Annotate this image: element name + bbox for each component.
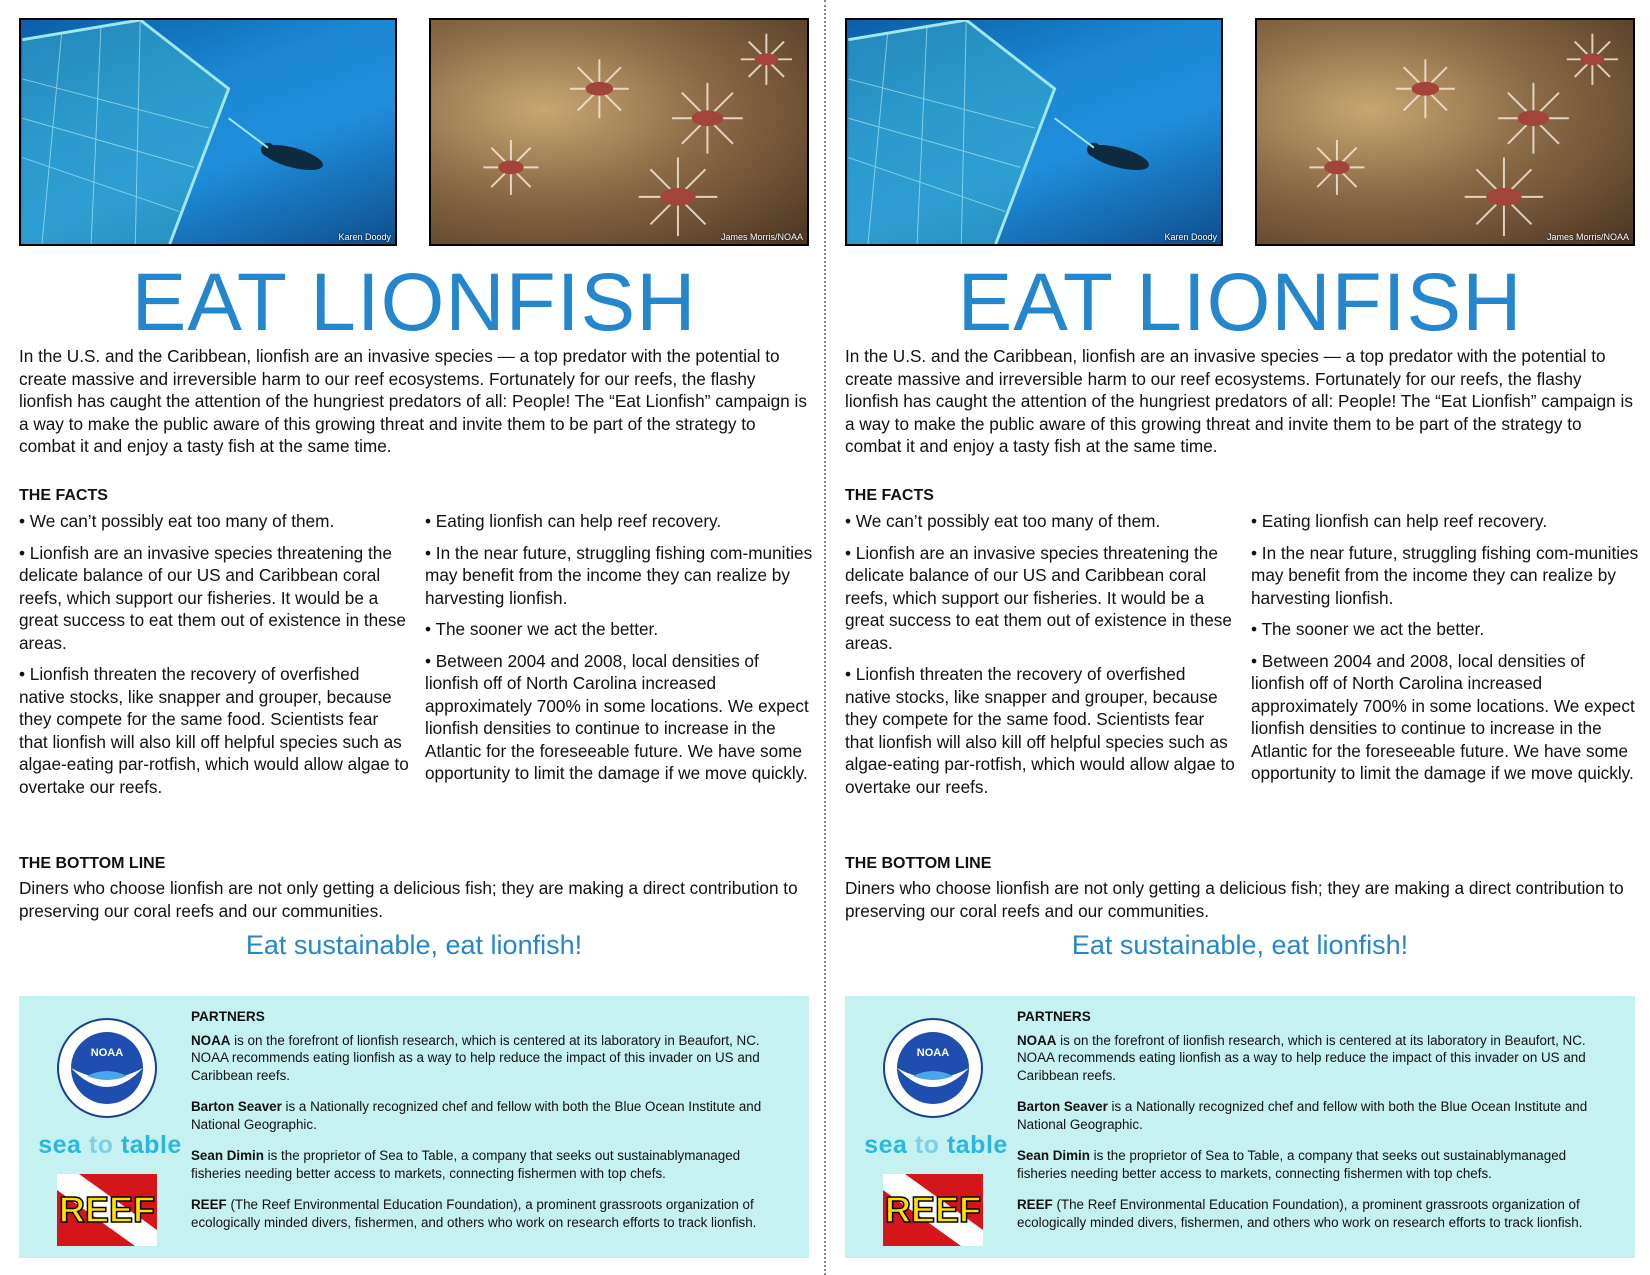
fact-item: • Lionfish are an invasive species threatening the delicate balance of our US and Caribbean coral reefs, which support our fisheries. It would be a great success to eat them out of existence in these areas. xyxy=(19,542,406,653)
fact-item: • Between 2004 and 2008, local densities of lionfish off of North Carolina increased approximately 700% in some locations. We expect lionfish densities to continue to increase in the Atlantic for the foreseeable future. We have some opportunity to limit the damage if we move quickly. xyxy=(425,650,809,783)
logo-to: to xyxy=(88,1131,114,1159)
bottom-line-text: Diners who choose lionfish are not only getting a delicious fish; they are making a direct contribution to preserving our coral reefs and our communities. xyxy=(845,878,1624,921)
diver-net-illustration xyxy=(847,20,1221,244)
partner-item-noaa: NOAA is on the forefront of lionfish research, which is centered at its laboratory in Beaufort, NC. NOAA recommends eating lionfish as a way to help reduce the impact of this invader on US and Caribbean reefs. xyxy=(191,1032,760,1083)
logo-to: to xyxy=(914,1131,940,1159)
partner-item-sean-dimin: Sean Dimin is the proprietor of Sea to Table, a company that seeks out sustainablymanaged fisheries needing better access to markets, connecting fishermen with top chefs. xyxy=(191,1148,741,1181)
facts-column-1 xyxy=(19,510,409,807)
bottom-line-heading: THE BOTTOM LINE xyxy=(19,855,166,872)
lionfish-illustration xyxy=(1257,20,1633,244)
facts-heading: THE FACTS xyxy=(19,487,108,504)
bottom-line-heading: THE BOTTOM LINE xyxy=(845,855,992,872)
facts-column-1 xyxy=(845,510,1235,807)
fact-item: • Lionfish are an invasive species threatening the delicate balance of our US and Caribbean coral reefs, which support our fisheries. It would be a great success to eat them out of existence in these areas. xyxy=(845,542,1232,653)
reef-logo-icon xyxy=(57,1174,157,1246)
fact-item: • Between 2004 and 2008, local densities of lionfish off of North Carolina increased approximately 700% in some locations. We expect lionfish densities to continue to increase in the Atlantic for the foreseeable future. We have some opportunity to limit the damage if we move quickly. xyxy=(1251,650,1635,783)
photo-lionfish-group xyxy=(1255,18,1635,246)
logo-sea: sea xyxy=(38,1131,82,1159)
diver-net-illustration xyxy=(21,20,395,244)
partners-box xyxy=(845,996,1635,1258)
reef-logo-text: REEF xyxy=(58,1189,156,1230)
partner-item-reef: REEF (The Reef Environmental Education Foundation), a prominent grassroots organization of ecologically minded divers, fishermen, and others who work on research efforts to track lionfish. xyxy=(191,1197,757,1230)
fact-item: • The sooner we act the better. xyxy=(1251,619,1485,639)
partner-item-barton-seaver: Barton Seaver is a Nationally recognized chef and fellow with both the Blue Ocean Institute and National Geographic. xyxy=(1017,1099,1588,1132)
fact-item: • We can’t possibly eat too many of them. xyxy=(19,511,335,531)
photo-diver-net xyxy=(19,18,397,246)
fact-item: • We can’t possibly eat too many of them. xyxy=(845,511,1161,531)
photo-credit: James Morris/NOAA xyxy=(720,232,803,242)
partners-box xyxy=(19,996,809,1258)
noaa-logo-icon xyxy=(883,1018,983,1118)
lionfish-illustration xyxy=(431,20,807,244)
fact-item: • Eating lionfish can help reef recovery. xyxy=(1251,511,1548,531)
photo-credit: Karen Doody xyxy=(1164,232,1217,242)
partners-text xyxy=(1017,1008,1617,1245)
photo-credit: James Morris/NOAA xyxy=(1546,232,1629,242)
logo-sea: sea xyxy=(864,1131,908,1159)
facts-column-2 xyxy=(425,510,815,794)
partners-heading: PARTNERS xyxy=(191,1009,265,1024)
sea-to-table-logo xyxy=(861,1131,1011,1160)
partner-item-sean-dimin: Sean Dimin is the proprietor of Sea to Table, a company that seeks out sustainablymanaged fisheries needing better access to markets, connecting fishermen with top chefs. xyxy=(1017,1148,1567,1181)
intro-paragraph: In the U.S. and the Caribbean, lionfish are an invasive species — a top predator with the potential to create massive and irreversible harm to our reef ecosystems. Fortunately for our reefs, the flashy lionfish has caught the attention of the hungriest predators of all: People! The “Eat Lionfish” campaign is a way to make the public aware of this growing threat and invite them to be part of the strategy to combat it and enjoy a tasty fish at the same time. xyxy=(845,346,1633,456)
photo-lionfish-group xyxy=(429,18,809,246)
fact-item: • In the near future, struggling fishing com-munities may benefit from the income they can realize by harvesting lionfish. xyxy=(1251,542,1639,608)
reef-logo-icon xyxy=(883,1174,983,1246)
partner-item-barton-seaver: Barton Seaver is a Nationally recognized chef and fellow with both the Blue Ocean Institute and National Geographic. xyxy=(191,1099,762,1132)
noaa-logo-text: NOAA xyxy=(916,1047,950,1059)
flyer-title: EAT LIONFISH xyxy=(131,257,697,348)
noaa-logo-icon xyxy=(57,1018,157,1118)
logo-table: table xyxy=(946,1131,1008,1159)
facts-column-2 xyxy=(1251,510,1641,794)
slogan: Eat sustainable, eat lionfish! xyxy=(1071,930,1409,960)
noaa-logo-text: NOAA xyxy=(90,1047,124,1059)
logo-table: table xyxy=(120,1131,182,1159)
partner-item-reef: REEF (The Reef Environmental Education Foundation), a prominent grassroots organization of ecologically minded divers, fishermen, and others who work on research efforts to track lionfish. xyxy=(1017,1197,1583,1230)
reef-logo-text: REEF xyxy=(884,1189,982,1230)
fact-item: • Lionfish threaten the recovery of overfished native stocks, like snapper and grouper, because they compete for the same food. Scientists fear that lionfish will also kill off helpful species such as algae-eating par-rotfish, which would allow algae to overtake our reefs. xyxy=(19,664,409,797)
facts-heading: THE FACTS xyxy=(845,487,934,504)
sea-to-table-logo xyxy=(35,1131,185,1160)
fact-item: • Eating lionfish can help reef recovery. xyxy=(425,511,722,531)
fact-item: • Lionfish threaten the recovery of overfished native stocks, like snapper and grouper, because they compete for the same food. Scientists fear that lionfish will also kill off helpful species such as algae-eating par-rotfish, which would allow algae to overtake our reefs. xyxy=(845,664,1235,797)
flyer-panel-left xyxy=(19,0,813,1275)
cut-line-divider xyxy=(824,0,826,1275)
partner-item-noaa: NOAA is on the forefront of lionfish research, which is centered at its laboratory in Beaufort, NC. NOAA recommends eating lionfish as a way to help reduce the impact of this invader on US and Caribbean reefs. xyxy=(1017,1032,1586,1083)
bottom-line-text: Diners who choose lionfish are not only getting a delicious fish; they are making a direct contribution to preserving our coral reefs and our communities. xyxy=(19,878,798,921)
partners-heading: PARTNERS xyxy=(1017,1009,1091,1024)
slogan: Eat sustainable, eat lionfish! xyxy=(245,930,583,960)
flyer-title: EAT LIONFISH xyxy=(957,257,1523,348)
intro-paragraph: In the U.S. and the Caribbean, lionfish are an invasive species — a top predator with the potential to create massive and irreversible harm to our reef ecosystems. Fortunately for our reefs, the flashy lionfish has caught the attention of the hungriest predators of all: People! The “Eat Lionfish” campaign is a way to make the public aware of this growing threat and invite them to be part of the strategy to combat it and enjoy a tasty fish at the same time. xyxy=(19,346,807,456)
photo-diver-net xyxy=(845,18,1223,246)
fact-item: • The sooner we act the better. xyxy=(425,619,659,639)
fact-item: • In the near future, struggling fishing com-munities may benefit from the income they can realize by harvesting lionfish. xyxy=(425,542,813,608)
flyer-panel-right xyxy=(845,0,1639,1275)
photo-credit: Karen Doody xyxy=(338,232,391,242)
partners-text xyxy=(191,1008,791,1245)
